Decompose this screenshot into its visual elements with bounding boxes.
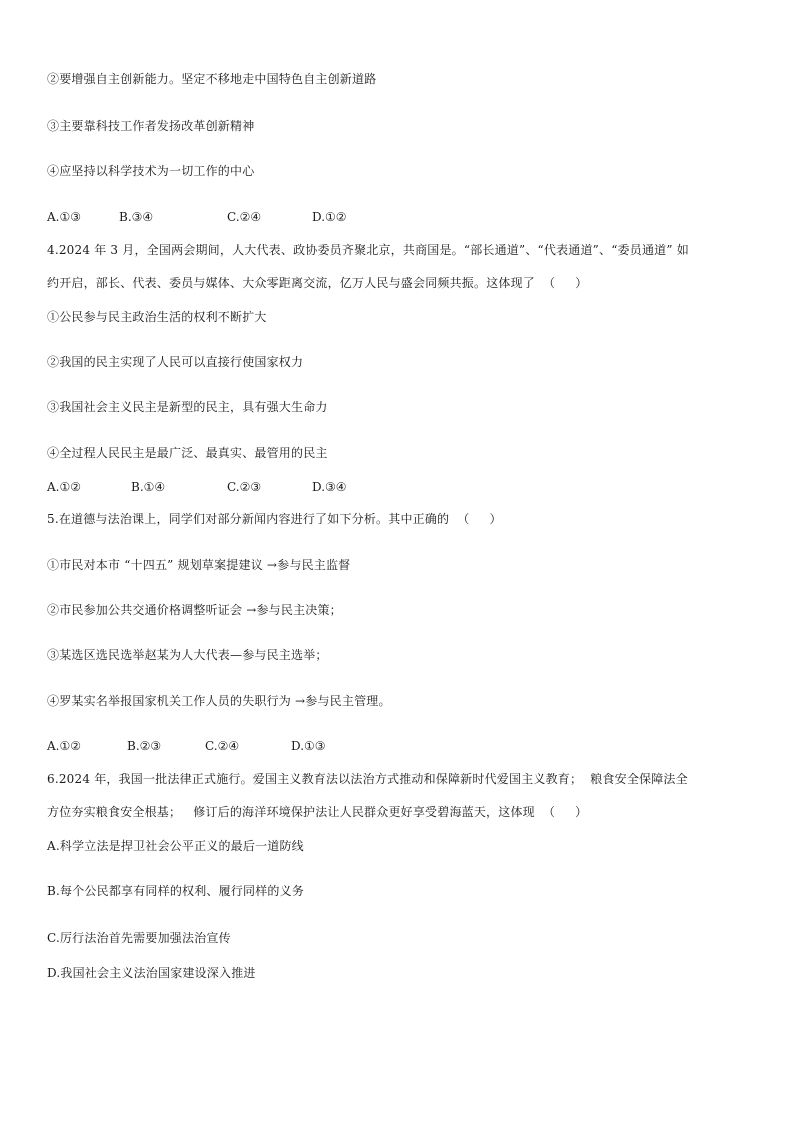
q5-option-b: B.②③ [127,739,162,753]
q4-item-2: ②我国的民主实现了人民可以直接行使国家权力 [47,355,304,369]
q3-options [47,209,747,225]
q4-item-3: ③我国社会主义民主是新型的民主，具有强大生命力 [47,400,328,414]
q4-option-b: B.①④ [131,480,166,494]
q5-item-1: ①市民对本市 “十四五” 规划草案提建议 →参与民主监督 [47,558,351,572]
q5-options [47,738,747,754]
q4-option-d: D.③④ [312,480,347,494]
q6-option-a: A.科学立法是捍卫社会公平正义的最后一道防线 [47,839,304,853]
q4-stem-line-1: 4.2024 年 3 月，全国两会期间，人大代表、政协委员齐聚北京，共商国是。“部长通道”、“代表通道”、“委员通道” 如 [47,243,689,257]
q6-stem-line-1: 6.2024 年，我国一批法律正式施行。爱国主义教育法以法治方式推动和保障新时代爱国主义教育； 粮食安全保障法全 [47,772,688,786]
q3-item-2: ②要增强自主创新能力。坚定不移地走中国特色自主创新道路 [47,72,377,86]
q3-item-3: ③主要靠科技工作者发扬改革创新精神 [47,119,255,133]
q5-option-d: D.①③ [291,739,326,753]
q4-options [47,479,747,495]
q4-option-a: A.①② [47,480,81,494]
q5-option-a: A.①② [47,739,81,753]
q5-option-c: C.②④ [205,739,240,753]
q3-option-b: B.③④ [119,210,154,224]
q5-stem: 5.在道德与法治课上，同学们对部分新闻内容进行了如下分析。其中正确的 （ ） [47,512,502,526]
q5-item-4: ④罗某实名举报国家机关工作人员的失职行为 →参与民主管理。 [47,694,391,708]
q4-option-c: C.②③ [227,480,262,494]
q4-item-1: ①公民参与民主政治生活的权利不断扩大 [47,310,267,324]
q3-option-d: D.①② [312,210,347,224]
q6-option-b: B.每个公民都享有同样的权利、履行同样的义务 [47,884,305,898]
q3-item-4: ④应坚持以科学技术为一切工作的中心 [47,164,255,178]
q4-item-4: ④全过程人民民主是最广泛、最真实、最管用的民主 [47,446,328,460]
q6-option-c: C.厉行法治首先需要加强法治宣传 [47,931,231,945]
q3-option-c: C.②④ [227,210,262,224]
q6-option-d: D.我国社会主义法治国家建设深入推进 [47,966,256,980]
q4-stem-line-2: 约开启，部长、代表、委员与媒体、大众零距离交流，亿万人民与盛会同频共振。这体现了 （ ） [47,276,588,290]
q5-item-3: ③某选区选民选举赵某为人大代表—参与民主选举； [47,648,328,662]
q5-item-2: ②市民参加公共交通价格调整听证会 →参与民主决策； [47,603,342,617]
q3-option-a: A.①③ [47,210,81,224]
q6-stem-line-2: 方位夯实粮食安全根基； 修订后的海洋环境保护法让人民群众更好享受碧海蓝天，这体现 （ ） [47,805,588,819]
